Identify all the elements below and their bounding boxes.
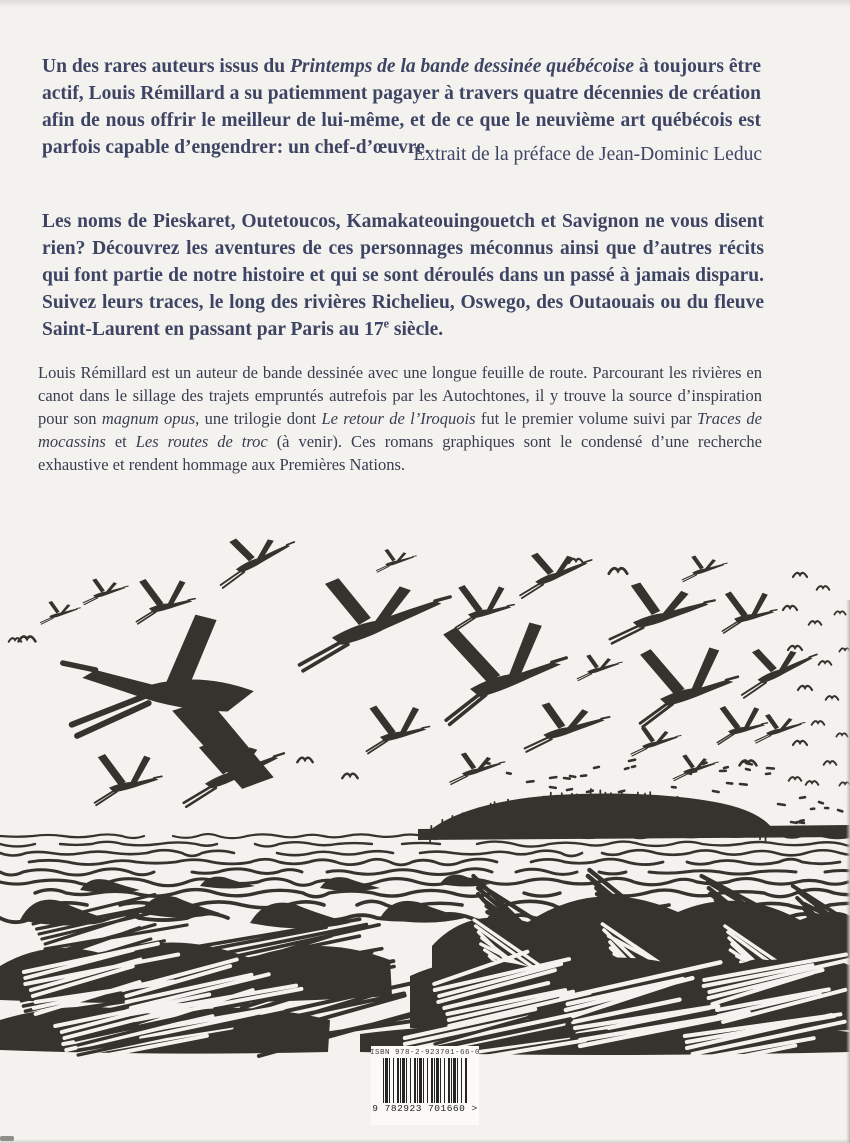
barcode-digits: 9 782923 701660 > [372,1103,478,1114]
scan-corner-mark [0,1136,14,1141]
scan-edge-right [846,600,850,1143]
teaser-paragraph: Les noms de Pieskaret, Outetoucos, Kamakateouingouetch et Savignon ne vous disent rien? Découvrez les aventures de ces personnages méconnus ainsi que d’autres récits qui font partie de notre histoire et qui se sont déroulés dans un passé à jamais disparu. Suivez leurs traces, le long des rivières Richelieu, Oswego, des Outaouais ou du fleuve Saint-Laurent en passant par Paris au 17e siècle. [42,210,764,340]
barcode-bars [383,1058,467,1103]
cranes-over-rapids-illustration [0,528,850,1058]
preface-attribution: Extrait de la préface de Jean-Dominic Leduc [413,144,762,165]
preface-quote: Un des rares auteurs issus du Printemps de la bande dessinée québécoise à toujours être actif, Louis Rémillard a su patiemment pagayer à travers quatre décennies de création afin de nous offrir le meilleur de lui-même, et de ce que le neuvième art québécois est parfois capable d’engendrer: un chef-d’œuvre. [42,55,761,158]
scan-edge-top [0,0,850,7]
scan-edge-bottom [0,1139,850,1143]
isbn-label: ISBN 978-2-923701-66-0 [369,1049,481,1057]
author-bio-paragraph: Louis Rémillard est un auteur de bande dessinée avec une longue feuille de route. Parcourant les rivières en canot dans le sillage des trajets empruntés autrefois par les Autochtones, il y trouve la source d’inspiration pour son magnum opus, une trilogie dont Le retour de l’Iroquois fut le premier volume suivi par Traces de mocassins et Les routes de troc (à venir). Ces romans graphiques sont le condensé d’une recherche exhaustive et rendent hommage aux Premières Nations. [38,362,762,474]
barcode-block [371,1046,479,1125]
